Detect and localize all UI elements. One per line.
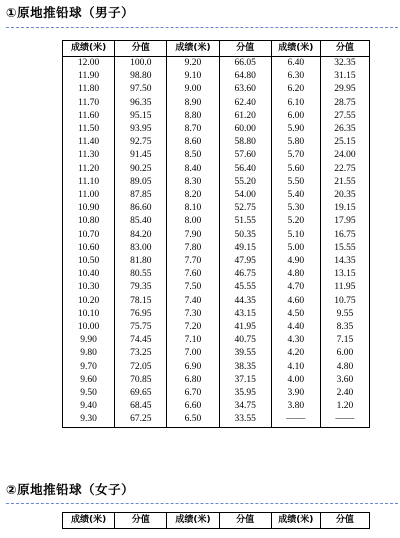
column-header: 分值	[320, 513, 369, 529]
table-row	[63, 136, 370, 149]
table-cell: 13.15	[320, 268, 369, 281]
table-cell: 19.15	[320, 202, 369, 215]
table-row	[63, 374, 370, 387]
table-cell: 7.60	[167, 268, 219, 281]
table-cell: 64.80	[219, 70, 271, 83]
table-cell: 7.70	[167, 255, 219, 268]
table-cell: 11.20	[63, 163, 115, 176]
table-row	[63, 176, 370, 189]
column-header: 成绩(米)	[271, 41, 320, 57]
table-cell: 46.75	[219, 268, 271, 281]
table-cell: 51.55	[219, 215, 271, 228]
table-cell: 22.75	[320, 163, 369, 176]
table-row	[63, 215, 370, 228]
table-cell: 6.50	[167, 413, 219, 427]
table-cell: 8.35	[320, 321, 369, 334]
table-cell: 93.95	[115, 123, 167, 136]
table-cell: 11.40	[63, 136, 115, 149]
table-cell: 6.80	[167, 374, 219, 387]
table-cell: 72.05	[115, 361, 167, 374]
table-cell: 5.20	[271, 215, 320, 228]
column-header: 分值	[115, 513, 167, 529]
table-row	[63, 149, 370, 162]
table-cell: 10.00	[63, 321, 115, 334]
table-cell: 11.50	[63, 123, 115, 136]
column-header: 成绩(米)	[63, 513, 115, 529]
table-cell: 5.90	[271, 123, 320, 136]
table-cell: 7.50	[167, 281, 219, 294]
column-header: 成绩(米)	[167, 513, 219, 529]
table-cell: 89.05	[115, 176, 167, 189]
table-header-row	[63, 513, 370, 529]
table-cell: 6.70	[167, 387, 219, 400]
table-cell: 10.70	[63, 229, 115, 242]
table-cell: 17.95	[320, 215, 369, 228]
table-cell: 10.60	[63, 242, 115, 255]
table-cell: 78.15	[115, 295, 167, 308]
table-cell: 54.00	[219, 189, 271, 202]
table-cell: 85.40	[115, 215, 167, 228]
table-cell: 61.20	[219, 110, 271, 123]
table-cell: 73.25	[115, 347, 167, 360]
table-cell: 58.80	[219, 136, 271, 149]
table-cell: 63.60	[219, 83, 271, 96]
table-cell: 21.55	[320, 176, 369, 189]
table-cell: 57.60	[219, 149, 271, 162]
table-cell: ——	[271, 413, 320, 427]
table-row	[63, 229, 370, 242]
table-cell: 50.35	[219, 229, 271, 242]
table-cell: 9.70	[63, 361, 115, 374]
table-cell: 10.50	[63, 255, 115, 268]
table-cell: 4.80	[271, 268, 320, 281]
table-cell: 5.60	[271, 163, 320, 176]
table-cell: 5.50	[271, 176, 320, 189]
table-cell: 29.95	[320, 83, 369, 96]
table-cell: 11.60	[63, 110, 115, 123]
table-cell: 11.90	[63, 70, 115, 83]
table-row	[63, 295, 370, 308]
table-row	[63, 110, 370, 123]
table-cell: 76.95	[115, 308, 167, 321]
table-cell: 9.50	[63, 387, 115, 400]
table-cell: 81.80	[115, 255, 167, 268]
table-cell: 20.35	[320, 189, 369, 202]
table-row	[63, 70, 370, 83]
table-cell: 3.60	[320, 374, 369, 387]
table-row	[63, 281, 370, 294]
table-cell: 5.40	[271, 189, 320, 202]
table-row	[63, 321, 370, 334]
table-row	[63, 163, 370, 176]
table-cell: 33.55	[219, 413, 271, 427]
table-cell: 11.95	[320, 281, 369, 294]
table-cell: 28.75	[320, 97, 369, 110]
table-cell: 10.75	[320, 295, 369, 308]
table-cell: 68.45	[115, 400, 167, 413]
table-cell: 45.55	[219, 281, 271, 294]
table-cell: 4.70	[271, 281, 320, 294]
table-cell: 86.60	[115, 202, 167, 215]
table-row	[63, 308, 370, 321]
table-cell: 10.20	[63, 295, 115, 308]
table-cell: 9.00	[167, 83, 219, 96]
table-cell: 5.80	[271, 136, 320, 149]
table-cell: 44.35	[219, 295, 271, 308]
table-cell: 7.00	[167, 347, 219, 360]
table-cell: 7.80	[167, 242, 219, 255]
table-cell: 11.00	[63, 189, 115, 202]
table-cell: 24.00	[320, 149, 369, 162]
table-cell: 32.35	[320, 57, 369, 71]
table-cell: 52.75	[219, 202, 271, 215]
table-cell: 14.35	[320, 255, 369, 268]
table-cell: 8.00	[167, 215, 219, 228]
column-header: 成绩(米)	[271, 513, 320, 529]
table-header-row	[63, 41, 370, 57]
table-cell: 11.70	[63, 97, 115, 110]
table-cell: 34.75	[219, 400, 271, 413]
table-cell: 5.30	[271, 202, 320, 215]
table-cell: 60.00	[219, 123, 271, 136]
table-cell: 40.75	[219, 334, 271, 347]
table-cell: 27.55	[320, 110, 369, 123]
table-cell: 4.50	[271, 308, 320, 321]
table-cell: 95.15	[115, 110, 167, 123]
table-cell: 8.40	[167, 163, 219, 176]
table-cell: 4.30	[271, 334, 320, 347]
table-cell: 47.95	[219, 255, 271, 268]
table-cell: 37.15	[219, 374, 271, 387]
table-cell: 9.10	[167, 70, 219, 83]
table-cell: 7.40	[167, 295, 219, 308]
table-cell: 41.95	[219, 321, 271, 334]
table-row	[63, 57, 370, 71]
table-row	[63, 83, 370, 96]
table-cell: 11.30	[63, 149, 115, 162]
table-cell: 56.40	[219, 163, 271, 176]
section-divider-women	[6, 503, 398, 504]
table-cell: 62.40	[219, 97, 271, 110]
table-cell: 25.15	[320, 136, 369, 149]
table-cell: 8.50	[167, 149, 219, 162]
table-cell: 6.60	[167, 400, 219, 413]
table-row	[63, 361, 370, 374]
table-cell: 38.35	[219, 361, 271, 374]
table-row	[63, 413, 370, 427]
table-cell: 100.0	[115, 57, 167, 71]
table-cell: 6.30	[271, 70, 320, 83]
table-body-men	[63, 57, 370, 428]
table-row	[63, 189, 370, 202]
table-cell: 4.90	[271, 255, 320, 268]
table-cell: 8.10	[167, 202, 219, 215]
table-cell: 35.95	[219, 387, 271, 400]
table-cell: 16.75	[320, 229, 369, 242]
table-cell: 87.85	[115, 189, 167, 202]
table-cell: 6.00	[320, 347, 369, 360]
table-cell: 74.45	[115, 334, 167, 347]
table-cell: 7.15	[320, 334, 369, 347]
table-cell: 43.15	[219, 308, 271, 321]
table-row	[63, 334, 370, 347]
section-divider-men	[6, 27, 398, 28]
table-cell: 6.10	[271, 97, 320, 110]
table-cell: 5.00	[271, 242, 320, 255]
table-cell: 70.85	[115, 374, 167, 387]
column-header: 成绩(米)	[167, 41, 219, 57]
table-cell: 11.80	[63, 83, 115, 96]
table-cell: 8.70	[167, 123, 219, 136]
table-row	[63, 387, 370, 400]
table-cell: 9.30	[63, 413, 115, 427]
table-cell: 9.40	[63, 400, 115, 413]
table-cell: 91.45	[115, 149, 167, 162]
table-cell: 66.05	[219, 57, 271, 71]
table-cell: 9.90	[63, 334, 115, 347]
table-cell: 55.20	[219, 176, 271, 189]
table-row	[63, 123, 370, 136]
table-cell: 10.80	[63, 215, 115, 228]
table-cell: 49.15	[219, 242, 271, 255]
table-cell: 4.60	[271, 295, 320, 308]
section-title-men: ①原地推铅球（男子）	[6, 5, 135, 20]
table-cell: 92.75	[115, 136, 167, 149]
table-cell: 10.30	[63, 281, 115, 294]
table-cell: 3.80	[271, 400, 320, 413]
table-cell: 8.30	[167, 176, 219, 189]
table-cell: 96.35	[115, 97, 167, 110]
table-cell: 8.20	[167, 189, 219, 202]
table-cell: 9.80	[63, 347, 115, 360]
table-cell: 15.55	[320, 242, 369, 255]
table-row	[63, 400, 370, 413]
table-cell: 3.90	[271, 387, 320, 400]
table-cell: 83.00	[115, 242, 167, 255]
table-cell: 10.40	[63, 268, 115, 281]
table-cell: 67.25	[115, 413, 167, 427]
table-cell: 80.55	[115, 268, 167, 281]
table-cell: ——	[320, 413, 369, 427]
table-cell: 90.25	[115, 163, 167, 176]
table-cell: 5.10	[271, 229, 320, 242]
table-cell: 98.80	[115, 70, 167, 83]
column-header: 分值	[115, 41, 167, 57]
table-cell: 97.50	[115, 83, 167, 96]
table-row	[63, 268, 370, 281]
score-table-women	[62, 512, 370, 529]
table-cell: 4.20	[271, 347, 320, 360]
table-cell: 2.40	[320, 387, 369, 400]
table-row	[63, 347, 370, 360]
score-table-men	[62, 40, 370, 428]
table-cell: 6.00	[271, 110, 320, 123]
table-cell: 4.00	[271, 374, 320, 387]
table-cell: 79.35	[115, 281, 167, 294]
table-cell: 26.35	[320, 123, 369, 136]
table-cell: 7.20	[167, 321, 219, 334]
table-cell: 8.80	[167, 110, 219, 123]
table-cell: 11.10	[63, 176, 115, 189]
table-cell: 7.30	[167, 308, 219, 321]
column-header: 分值	[320, 41, 369, 57]
table-cell: 6.20	[271, 83, 320, 96]
table-row	[63, 242, 370, 255]
table-cell: 6.90	[167, 361, 219, 374]
table-cell: 69.65	[115, 387, 167, 400]
table-cell: 31.15	[320, 70, 369, 83]
table-cell: 7.90	[167, 229, 219, 242]
table-cell: 8.60	[167, 136, 219, 149]
table-cell: 39.55	[219, 347, 271, 360]
table-cell: 9.20	[167, 57, 219, 71]
table-cell: 5.70	[271, 149, 320, 162]
table-cell: 4.40	[271, 321, 320, 334]
table-row	[63, 202, 370, 215]
table-cell: 75.75	[115, 321, 167, 334]
section-title-women: ②原地推铅球（女子）	[6, 482, 135, 497]
column-header: 分值	[219, 41, 271, 57]
table-cell: 84.20	[115, 229, 167, 242]
column-header: 成绩(米)	[63, 41, 115, 57]
table-cell: 10.90	[63, 202, 115, 215]
table-cell: 6.40	[271, 57, 320, 71]
table-cell: 8.90	[167, 97, 219, 110]
table-cell: 7.10	[167, 334, 219, 347]
table-cell: 12.00	[63, 57, 115, 71]
table-cell: 1.20	[320, 400, 369, 413]
table-row	[63, 255, 370, 268]
table-cell: 10.10	[63, 308, 115, 321]
column-header: 分值	[219, 513, 271, 529]
table-cell: 9.55	[320, 308, 369, 321]
table-cell: 4.10	[271, 361, 320, 374]
table-cell: 4.80	[320, 361, 369, 374]
table-cell: 9.60	[63, 374, 115, 387]
table-row	[63, 97, 370, 110]
